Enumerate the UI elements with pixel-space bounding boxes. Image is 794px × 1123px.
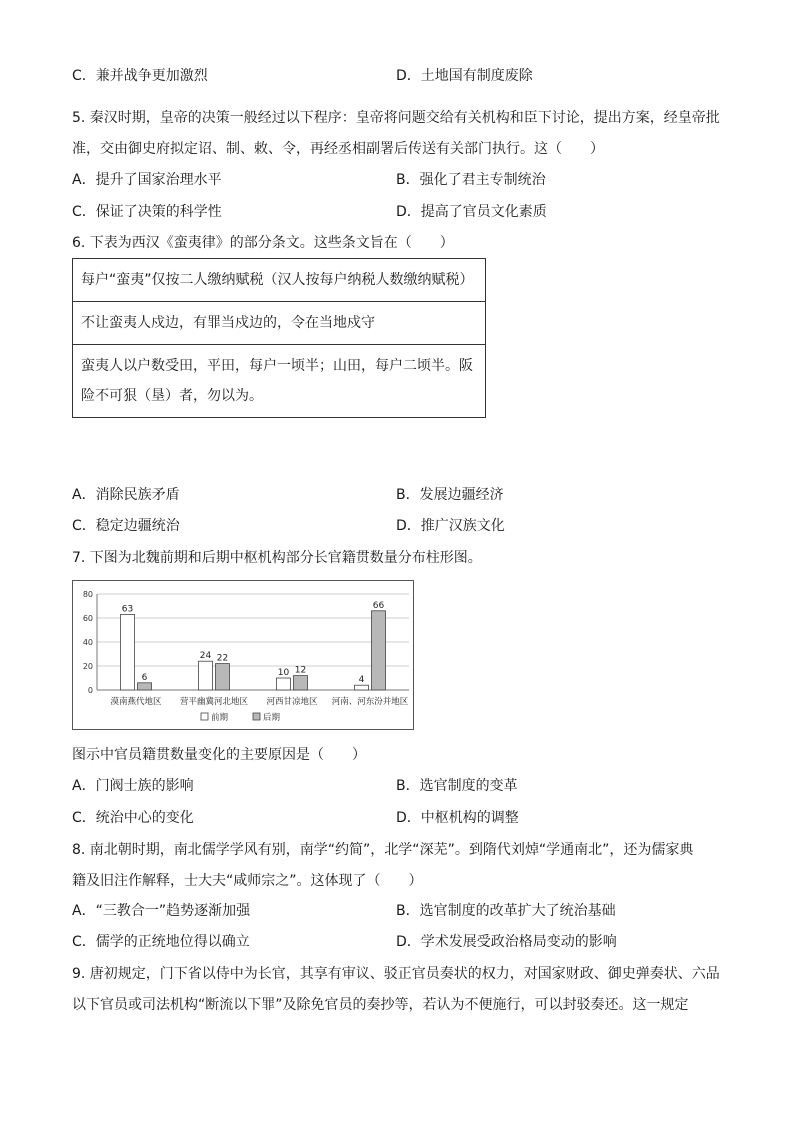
- q7-option-d: D．中枢机构的调整: [396, 810, 519, 826]
- legend-label: 前期: [211, 713, 229, 723]
- x-tick-label: 营平幽冀河北地区: [179, 697, 249, 707]
- table-row: [73, 302, 486, 345]
- x-tick-label: 漠南燕代地区: [110, 697, 162, 707]
- q8-option-b: B．选官制度的改革扩大了统治基础: [396, 903, 616, 919]
- q7-option-b: B．选官制度的变革: [396, 778, 518, 794]
- bar-early: [355, 685, 369, 690]
- table-cell: 蛮夷人以户数受田，平田，每户一顷半；山田，每户二顷半。阪险不可狠（垦）者，勿以为。: [73, 345, 486, 418]
- x-tick-label: 河西甘凉地区: [266, 697, 318, 707]
- q6-option-d: D．推广汉族文化: [396, 518, 505, 534]
- legend-swatch: [253, 713, 260, 720]
- bar-early: [277, 678, 291, 690]
- bar-early: [199, 661, 213, 690]
- q4-option-d: D．土地国有制度废除: [396, 68, 533, 84]
- q8-option-d: D．学术发展受政治格局变动的影响: [396, 934, 617, 950]
- q5-option-d: D．提高了官员文化素质: [396, 204, 547, 220]
- q7-option-c: C．统治中心的变化: [72, 810, 194, 826]
- y-tick-label: 0: [87, 686, 93, 695]
- y-tick-label: 40: [82, 638, 93, 647]
- y-tick-label: 20: [82, 662, 93, 671]
- q8-stem-line2: 籍及旧注作解释，士大夫“咸师宗之”。这体现了（ ）: [72, 873, 423, 889]
- bar-early: [121, 614, 135, 690]
- table-row: [73, 259, 486, 302]
- data-label: 24: [199, 651, 212, 662]
- q9-stem-line1: 9. 唐初规定，门下省以侍中为长官，其享有审议、驳正官员奏状的权力，对国家财政、御史弹奏状、六品: [72, 966, 720, 982]
- q7-option-a: A．门阀士族的影响: [72, 778, 194, 794]
- q6-option-c: C．稳定边疆统治: [72, 518, 180, 534]
- q8-option-c: C．儒学的正统地位得以确立: [72, 934, 250, 950]
- q7-question: 图示中官员籍贯数量变化的主要原因是（ ）: [72, 747, 366, 763]
- q6-option-b: B．发展边疆经济: [396, 487, 504, 503]
- bar-late: [216, 664, 230, 690]
- y-tick-label: 60: [82, 614, 93, 623]
- chart-svg: [73, 581, 413, 729]
- q8-stem-line1: 8. 南北朝时期，南北儒学学风有别，南学“约简”，北学“深芜”。到隋代刘焯“学通南北”，还为儒家典: [72, 842, 694, 858]
- q4-option-c: C．兼并战争更加激烈: [72, 68, 208, 84]
- q7-stem: 7. 下图为北魏前期和后期中枢机构部分长官籍贯数量分布柱形图。: [72, 550, 482, 566]
- data-label: 63: [121, 604, 134, 615]
- data-label: 10: [277, 668, 290, 678]
- q5-stem-line2: 准，交由御史府拟定诏、制、敕、令，再经丞相副署后传送有关部门执行。这（ ）: [72, 141, 604, 157]
- data-label: 66: [372, 600, 385, 611]
- q6-stem: 6. 下表为西汉《蛮夷律》的部分条文。这些条文旨在（ ）: [72, 235, 454, 251]
- q7-bar-chart: [72, 580, 414, 730]
- data-label: 4: [358, 675, 365, 686]
- bar-late: [138, 683, 152, 690]
- q6-table: [72, 258, 486, 418]
- data-label: 6: [141, 672, 148, 683]
- table-cell: 每户“蛮夷”仅按二人缴纳赋税（汉人按每户纳税人数缴纳赋税）: [73, 259, 486, 302]
- q5-option-a: A．提升了国家治理水平: [72, 172, 222, 188]
- data-label: 12: [294, 665, 307, 676]
- q5-option-c: C．保证了决策的科学性: [72, 204, 222, 220]
- q5-stem-line1: 5. 秦汉时期，皇帝的决策一般经过以下程序：皇帝将问题交给有关机构和臣下讨论，提出方案，经皇帝批: [72, 110, 720, 126]
- q5-option-b: B．强化了君主专制统治: [396, 172, 546, 188]
- bar-late: [372, 611, 386, 690]
- table-cell: 不让蛮夷人戍边，有罪当戍边的，令在当地戍守: [73, 302, 486, 345]
- legend-swatch: [201, 713, 208, 720]
- y-tick-label: 80: [82, 590, 93, 599]
- legend-label: 后期: [263, 713, 281, 723]
- q8-option-a: A．“三教合一”趋势逐渐加强: [72, 903, 251, 919]
- q6-option-a: A．消除民族矛盾: [72, 487, 180, 503]
- x-tick-label: 河南、河东汾并地区: [331, 697, 409, 707]
- q9-stem-line2: 以下官员或司法机构“断流以下罪”及除免官员的奏抄等，若认为不便施行，可以封驳奏还。这一规定: [72, 997, 689, 1013]
- data-label: 22: [216, 653, 229, 664]
- table-row: [73, 345, 486, 418]
- bar-late: [294, 676, 308, 690]
